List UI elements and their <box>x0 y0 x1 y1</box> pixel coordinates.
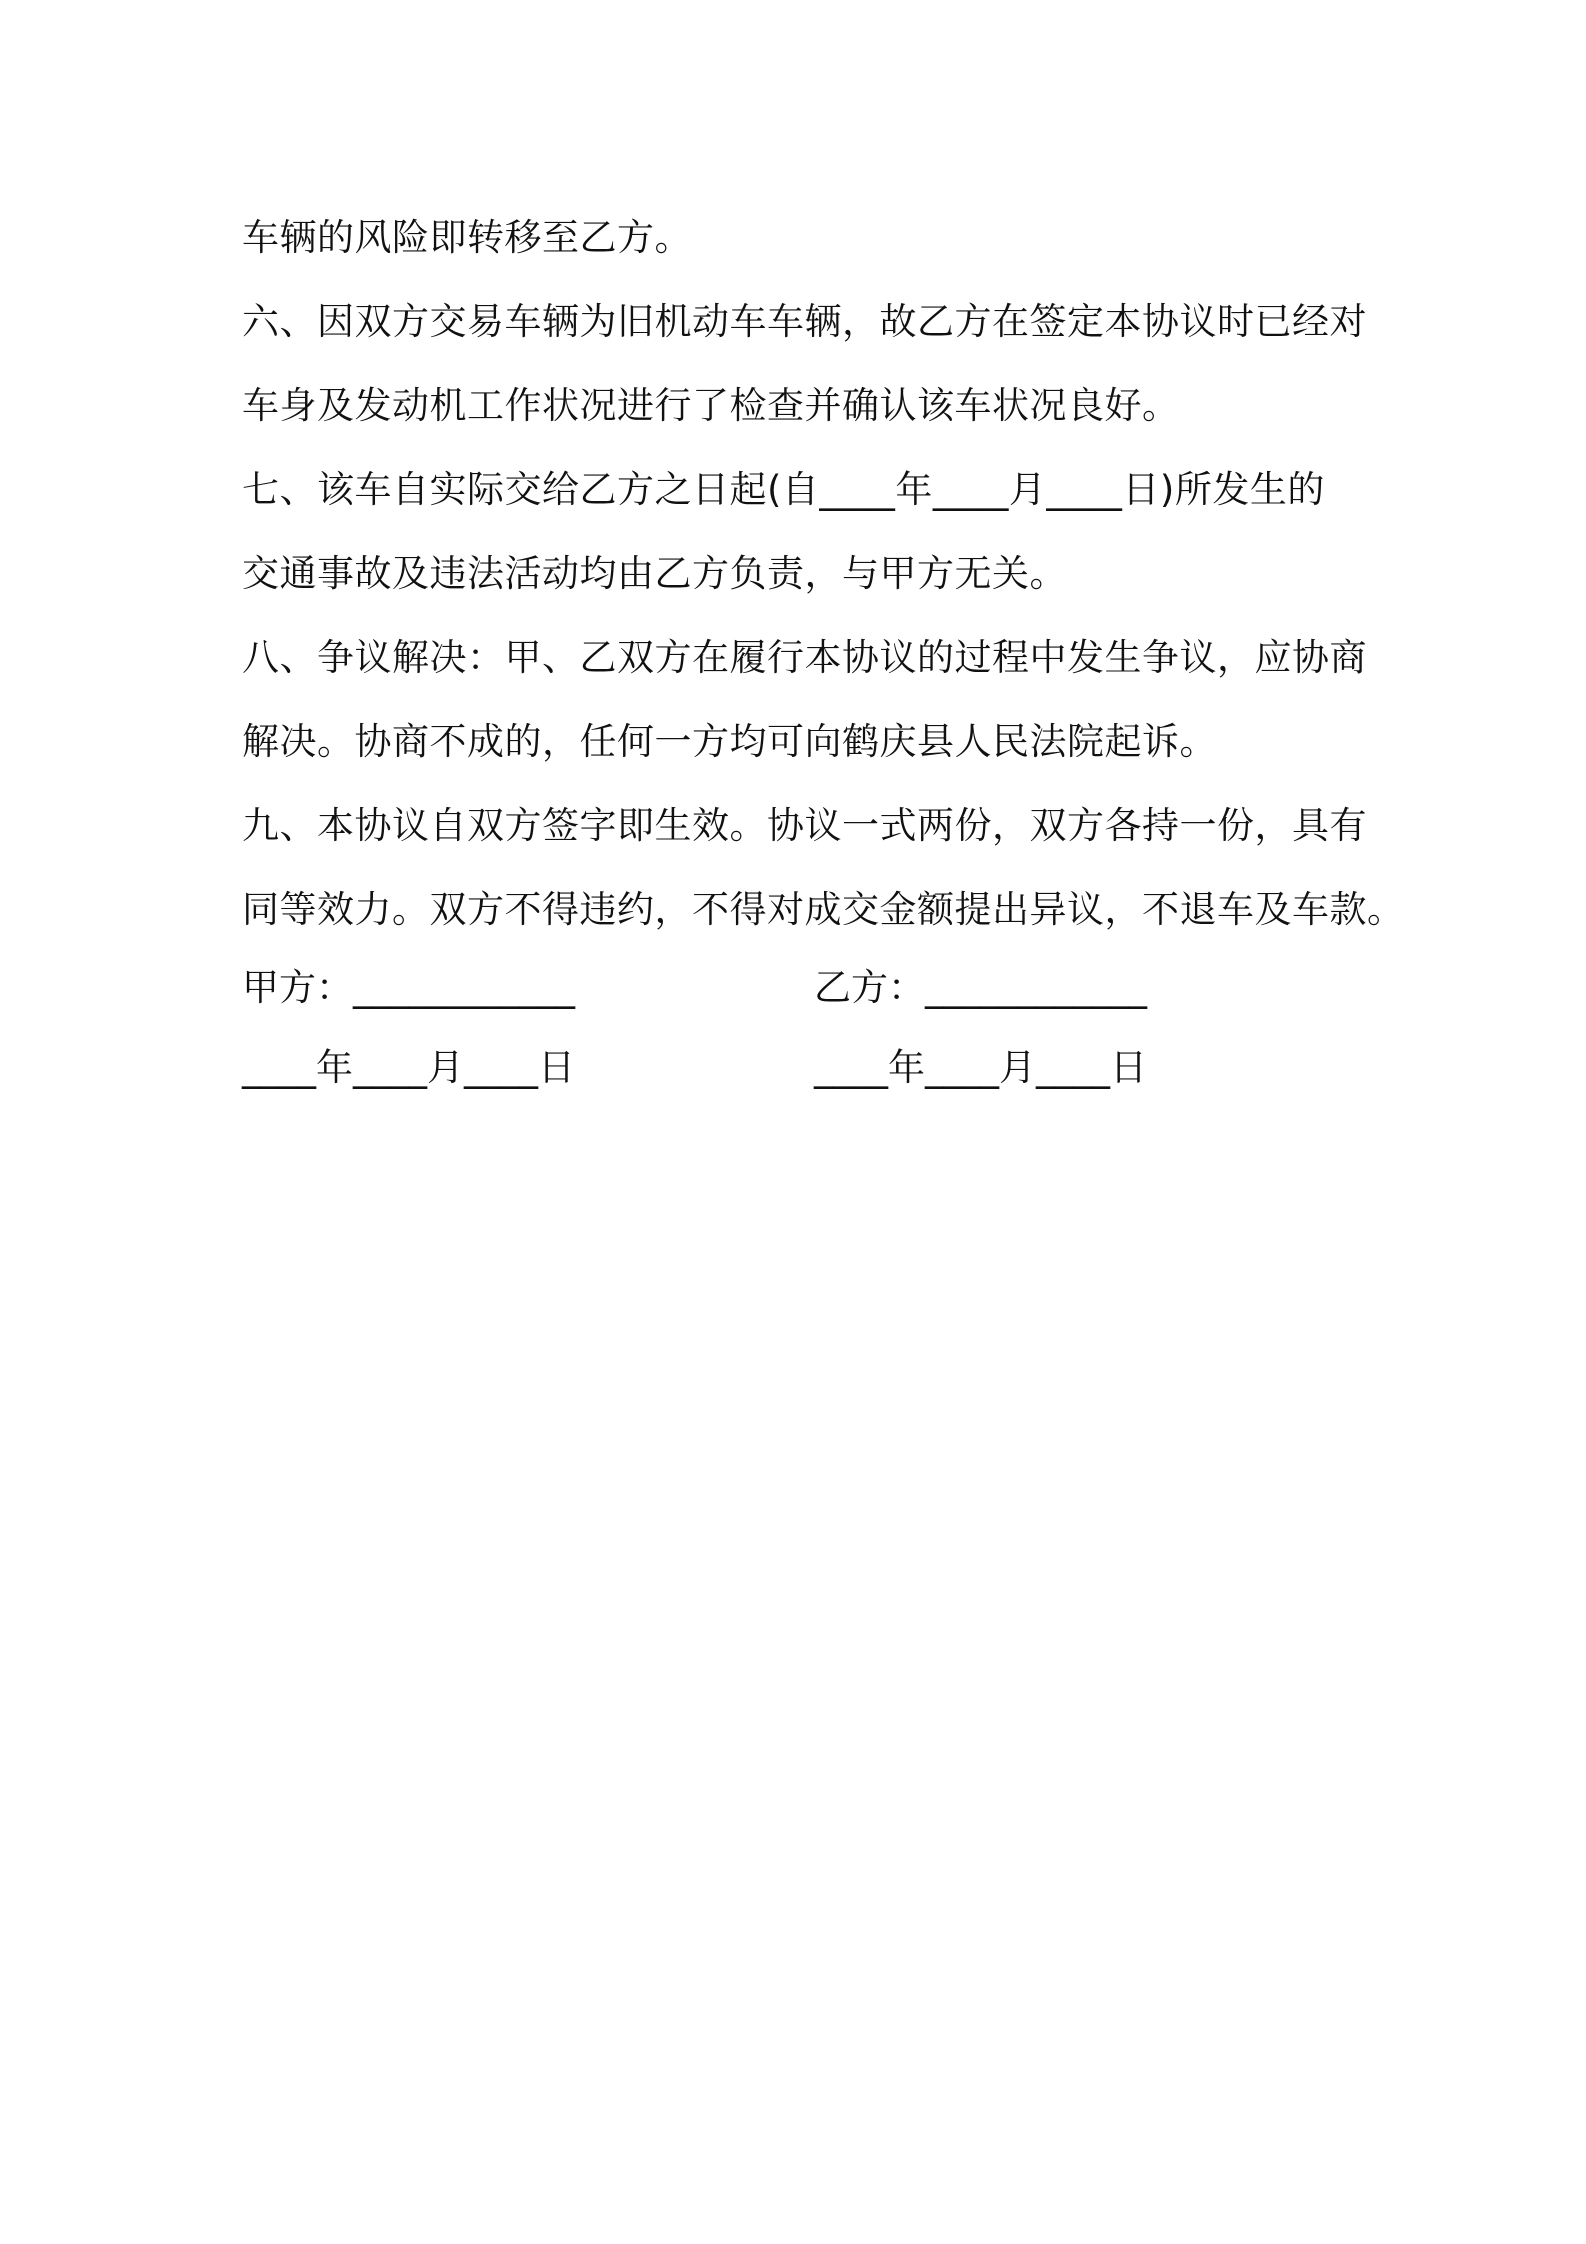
clause-8-line-1: 八、争议解决：甲、乙双方在履行本协议的过程中发生争议，应协商 <box>242 636 1367 679</box>
clause-8-line-2: 解决。协商不成的，任何一方均可向鹤庆县人民法院起诉。 <box>242 720 1217 763</box>
party-b-date: ____年____月____日 <box>814 1046 1147 1089</box>
clause-9-line-2: 同等效力。双方不得违约，不得对成交金额提出异议，不退车及车款。 <box>242 888 1405 931</box>
signature-row <box>242 946 1362 1030</box>
clause-9-line-1: 九、本协议自双方签字即生效。协议一式两份，双方各持一份，具有 <box>242 804 1367 847</box>
text-line-1: 车辆的风险即转移至乙方。 <box>242 216 692 259</box>
clause-7-line-1: 七、该车自实际交给乙方之日起(自____年____月____日)所发生的 <box>242 468 1325 511</box>
clause-7-line-2: 交通事故及违法活动均由乙方负责，与甲方无关。 <box>242 552 1067 595</box>
party-b-signature: 乙方：____________ <box>814 966 1147 1009</box>
clause-6-line-2: 车身及发动机工作状况进行了检查并确认该车状况良好。 <box>242 384 1180 427</box>
party-a-date: ____年____月____日 <box>242 1046 575 1089</box>
party-a-signature: 甲方：____________ <box>242 966 575 1009</box>
clause-6-line-1: 六、因双方交易车辆为旧机动车车辆，故乙方在签定本协议时已经对 <box>242 300 1367 343</box>
agreement-body <box>242 196 1405 952</box>
date-row <box>242 1026 1362 1110</box>
